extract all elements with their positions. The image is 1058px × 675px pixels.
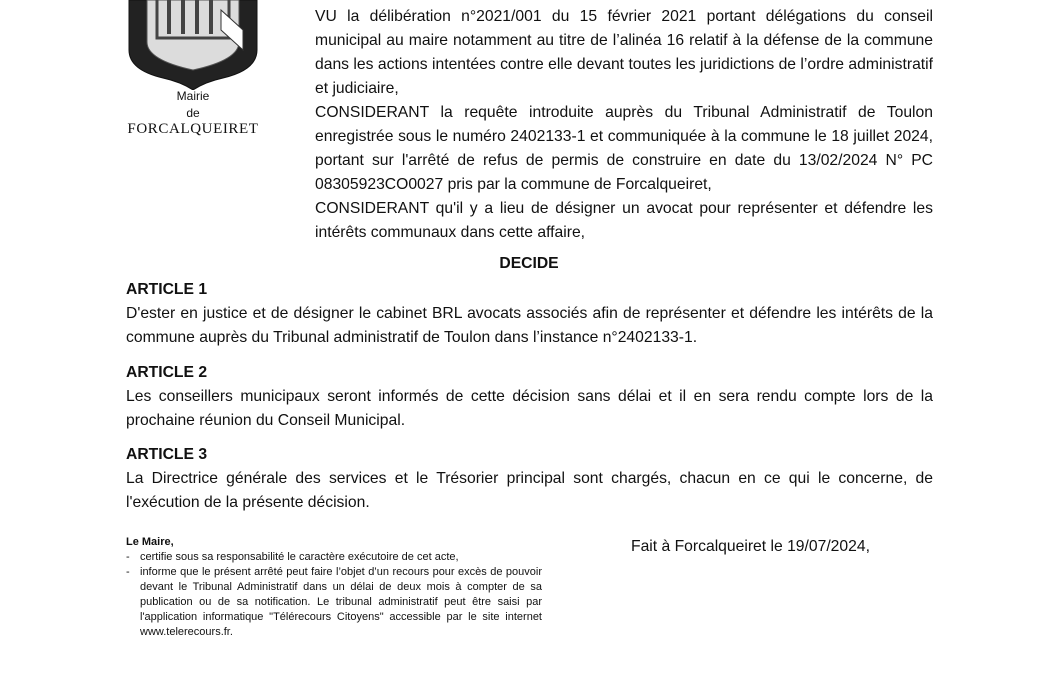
article-title: ARTICLE 3: [126, 446, 208, 463]
coat-of-arms-shield-icon: [123, 0, 263, 90]
considerant-paragraph-1: CONSIDERANT la requête introduite auprès du Tribunal Administratif de Toulon enregistrée sous le numéro 2402133-1 et communiquée à la commune le 18 juillet 2024, portant sur l'arrêté de refus de permis de construire en date du 13/02/2024 N° PC 08305923CO0027 pris par la commune de Forcalqueiret,: [315, 104, 933, 193]
article-title: ARTICLE 1: [126, 281, 208, 298]
article-2: [126, 361, 933, 433]
mayor-signature-block: [126, 535, 542, 640]
considerant-paragraph-2: CONSIDERANT qu'il y a lieu de désigner un avocat pour représenter et défendre les intérêts communaux dans cette affaire,: [315, 200, 933, 241]
mayor-heading: Le Maire,: [126, 536, 174, 548]
mairie-de-label: de: [186, 106, 200, 120]
article-3: [126, 443, 933, 515]
article-1: [126, 278, 933, 350]
place-and-date: Fait à Forcalqueiret le 19/07/2024,: [631, 538, 870, 555]
article-text: La Directrice générale des services et le Trésorier principal sont chargés, chacun en ce qui le concerne, de l'exécution de la présente décision.: [126, 470, 933, 511]
article-text: D'ester en justice et de désigner le cabinet BRL avocats associés afin de représenter et défendre les intérêts de la commune auprès du Tribunal administratif de Toulon dans l’instance n°2402133-1.: [126, 305, 933, 346]
list-item: - informe que le présent arrêté peut faire l’objet d’un recours pour excès de pouvoir devant le Tribunal Administratif dans un délai de deux mois à compter de sa publication ou de sa notification. Le tribunal administratif peut être saisi par l'application informatique "Télérecours Citoyens" accessible par le site internet www.telerecours.fr.: [126, 565, 542, 640]
list-item: - certifie sous sa responsabilité le caractère exécutoire de cet acte,: [126, 550, 542, 565]
vu-paragraph: VU la délibération n°2021/001 du 15 février 2021 portant délégations du conseil municipal au maire notamment au titre de l’alinéa 16 relatif à la défense de la commune dans les actions intentées contre elle devant toutes les juridictions de l’ordre administratif et judiciaire,: [315, 8, 933, 97]
article-text: Les conseillers municipaux seront informés de cette décision sans délai et il en sera rendu compte lors de la prochaine réunion du Conseil Municipal.: [126, 388, 933, 429]
article-title: ARTICLE 2: [126, 364, 208, 381]
considerants-block: [315, 5, 933, 245]
mairie-label: Mairie: [176, 89, 210, 103]
commune-name: FORCALQUEIRET: [127, 121, 259, 137]
mayor-statements-list: [126, 550, 542, 640]
decide-heading: DECIDE: [499, 255, 559, 272]
